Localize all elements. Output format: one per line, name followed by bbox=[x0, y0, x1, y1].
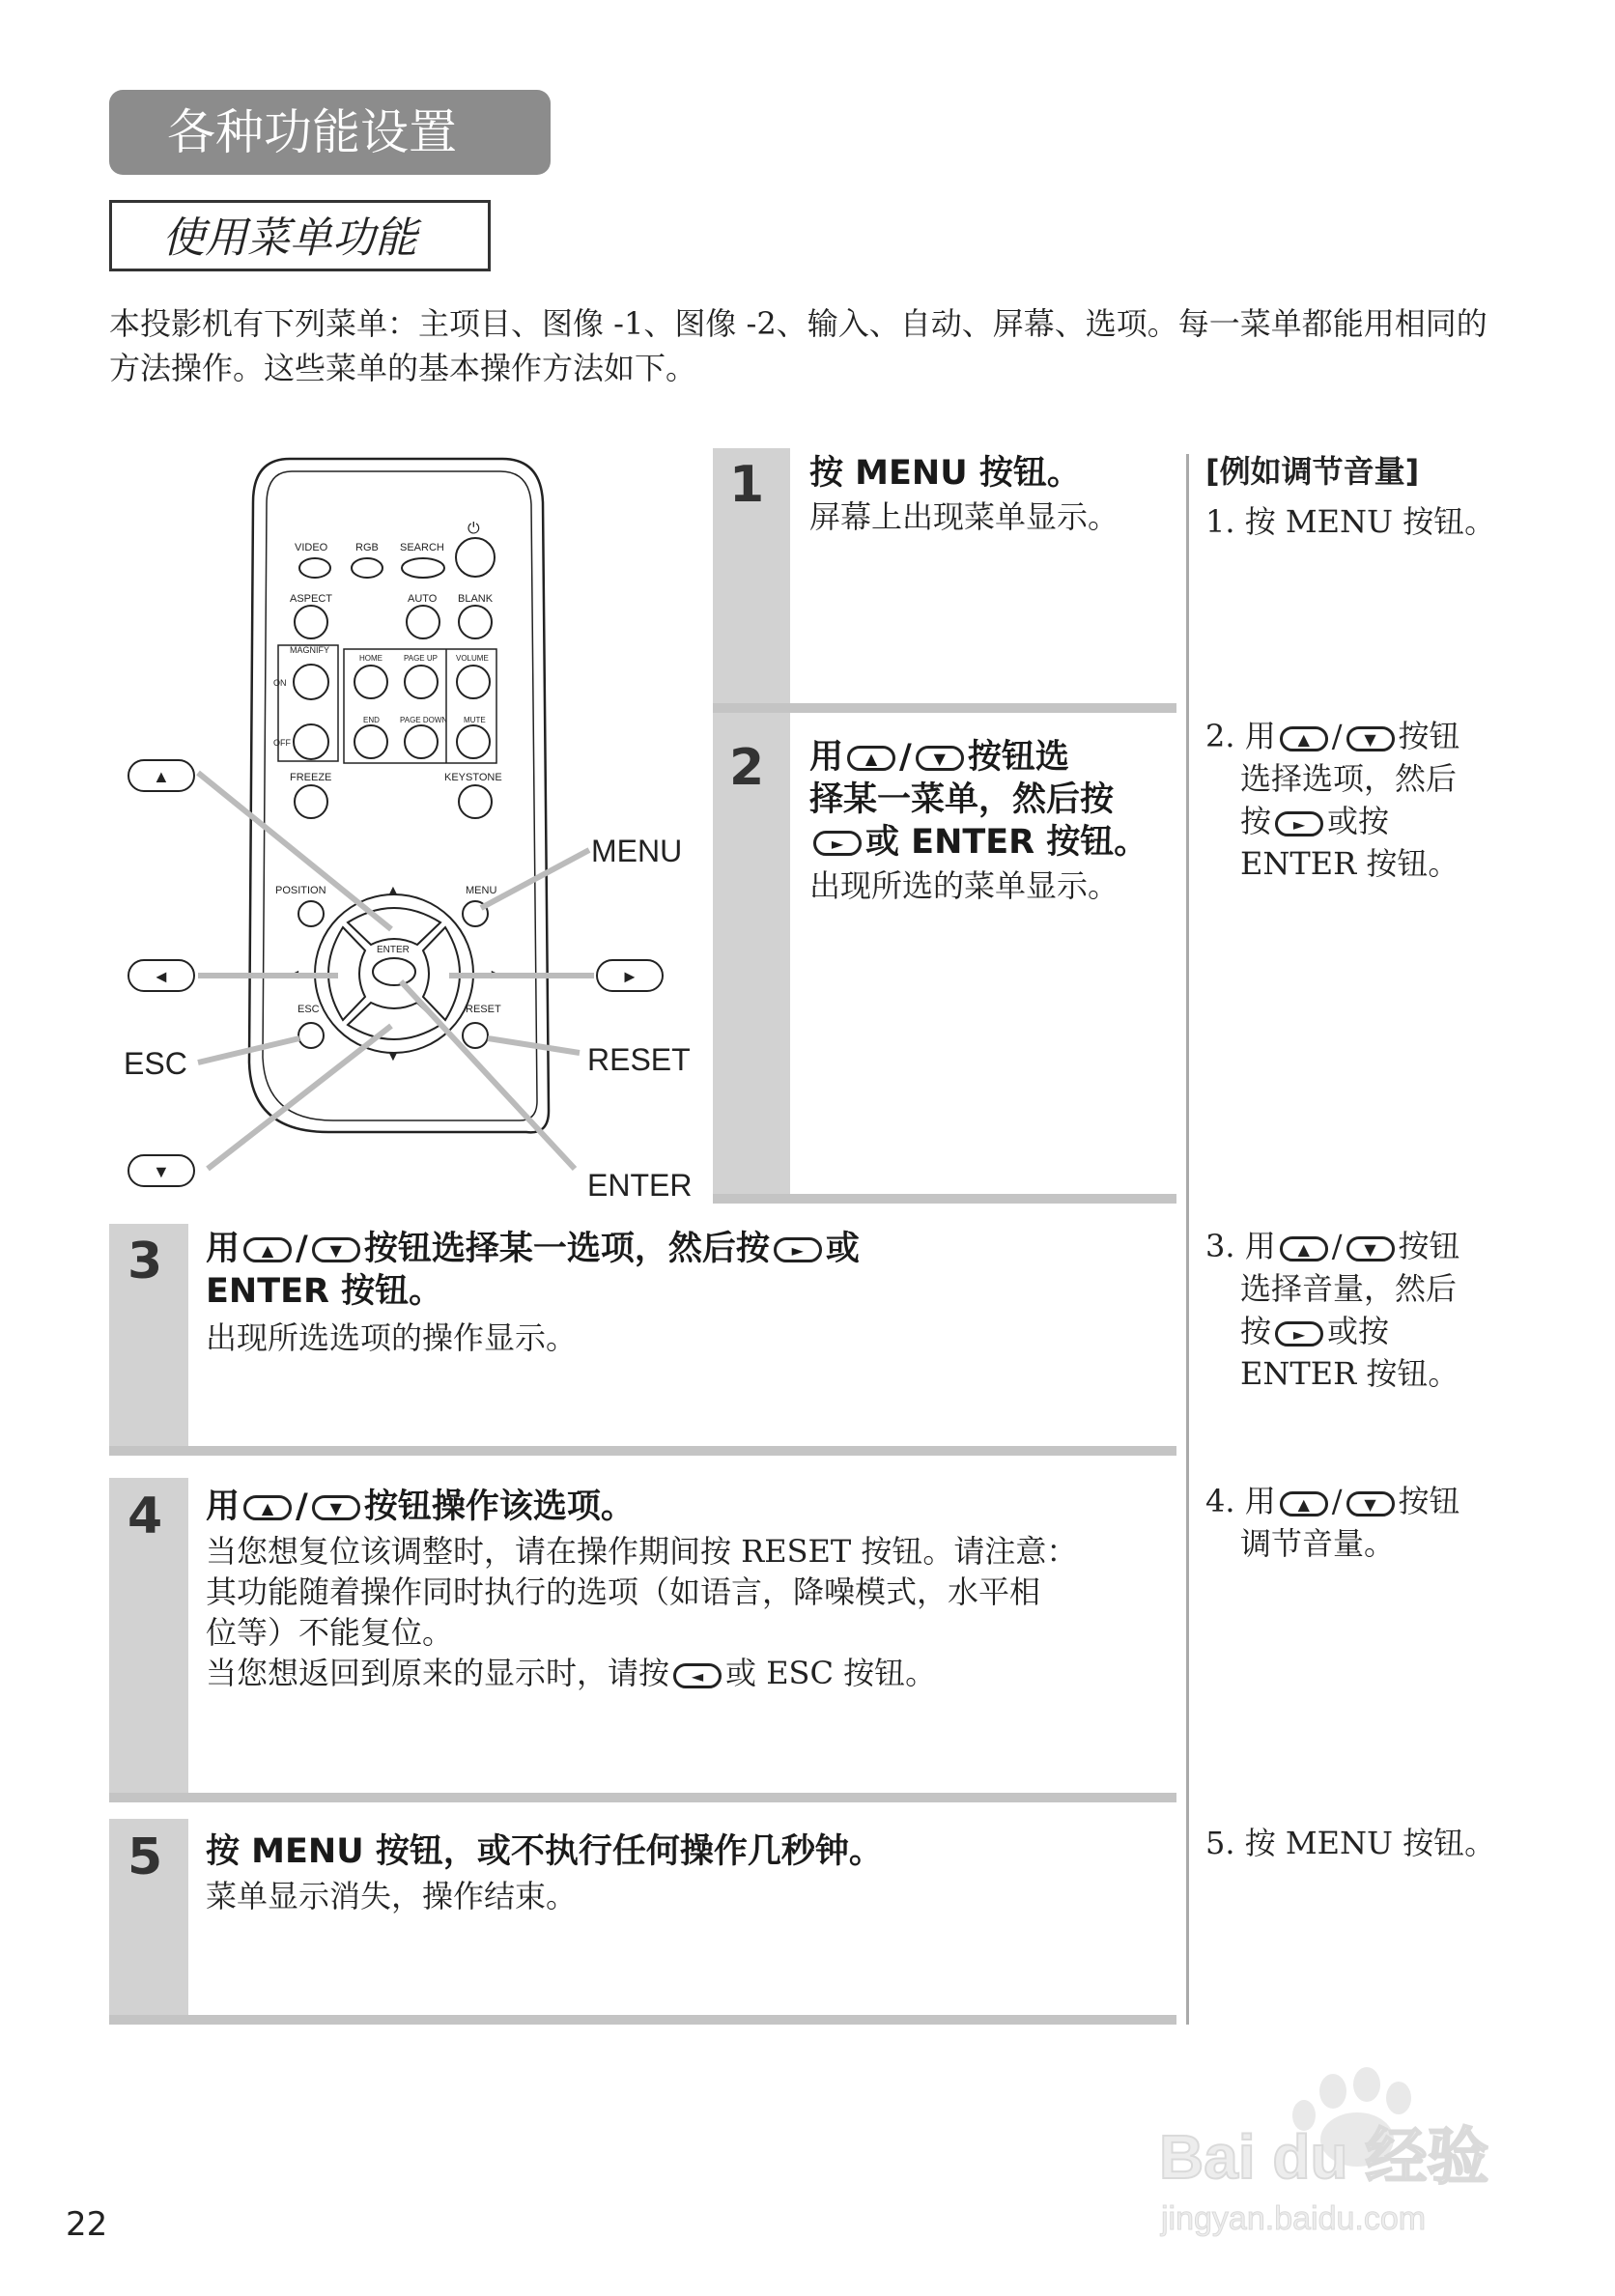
step5-text: 菜单显示消失，操作结束。 bbox=[206, 1878, 578, 1914]
auto-label: AUTO bbox=[408, 593, 438, 605]
step1-bar bbox=[713, 703, 1176, 713]
step2-text: 出现所选的菜单显示。 bbox=[809, 867, 1119, 904]
svg-text:▼: ▼ bbox=[153, 1162, 170, 1181]
step3-text: 出现所选选项的操作显示。 bbox=[206, 1319, 578, 1356]
search-label: SEARCH bbox=[400, 542, 444, 553]
up-icon: ▲ bbox=[1280, 1236, 1328, 1261]
callout-reset: RESET bbox=[587, 1042, 691, 1077]
rgb-button bbox=[352, 558, 382, 578]
step3-bar bbox=[109, 1446, 1176, 1456]
down-icon: ▼ bbox=[312, 1237, 360, 1262]
reset-button bbox=[463, 1023, 488, 1048]
up-icon: ▲ bbox=[243, 1495, 292, 1520]
down-icon: ▼ bbox=[312, 1495, 360, 1520]
svg-text:◄: ◄ bbox=[288, 966, 301, 981]
example-title: [例如调节音量] bbox=[1205, 453, 1420, 490]
page-up-label: PAGE UP bbox=[404, 654, 438, 663]
reset-label: RESET bbox=[466, 1004, 501, 1015]
menu-label: MENU bbox=[466, 885, 497, 896]
svg-text:►: ► bbox=[489, 966, 502, 981]
off-label: OFF bbox=[273, 738, 291, 748]
step2-heading: 用 ▲ / ▼ 按钮选 择某一菜单，然后按 ► 或 ENTER 按钮。 bbox=[809, 738, 1148, 862]
home-label: HOME bbox=[359, 654, 382, 663]
on-label: ON bbox=[273, 678, 287, 688]
volume-button bbox=[457, 666, 490, 698]
video-label: VIDEO bbox=[295, 542, 328, 553]
up-icon: ▲ bbox=[243, 1237, 292, 1262]
enter-label: ENTER bbox=[377, 945, 410, 955]
step4-bar bbox=[109, 1793, 1176, 1802]
step5-number: 5 bbox=[128, 1828, 163, 1886]
baidu-watermark bbox=[1149, 2048, 1555, 2241]
blank-label: BLANK bbox=[458, 593, 494, 605]
page-number: 22 bbox=[66, 2205, 108, 2244]
keystone-button bbox=[459, 785, 492, 818]
magnify-label: MAGNIFY bbox=[290, 645, 330, 655]
mute-label: MUTE bbox=[464, 716, 486, 724]
end-label: END bbox=[363, 716, 380, 724]
down-icon: ▼ bbox=[1346, 726, 1395, 751]
example-step5: 5. 按 MENU 按钮。 bbox=[1205, 1825, 1496, 1861]
aspect-button bbox=[295, 606, 327, 638]
rgb-label: RGB bbox=[355, 542, 379, 553]
example-step4: 4. 用 ▲ / ▼ 按钮 调节音量。 bbox=[1205, 1483, 1460, 1562]
step2-number: 2 bbox=[729, 739, 765, 797]
freeze-label: FREEZE bbox=[290, 772, 332, 783]
watermark-url: jingyan.baidu.com bbox=[1161, 2200, 1427, 2237]
intro-paragraph: 本投影机有下列菜单：主项目、图像 -1、图像 -2、输入、自动、屏幕、选项。每一菜单都能用相同的方法操作。这些菜单的基本操作方法如下。 bbox=[109, 305, 1488, 386]
right-icon: ► bbox=[1275, 811, 1323, 836]
example-step2: 2. 用 ▲ / ▼ 按钮 选择选项，然后 按 ► 或按 ENTER 按钮。 bbox=[1205, 718, 1460, 882]
page-up-button bbox=[405, 666, 438, 698]
power-icon: ⏻ bbox=[468, 521, 480, 537]
step5-heading: 按 MENU 按钮，或不执行任何操作几秒钟。 bbox=[206, 1832, 883, 1871]
side-divider bbox=[1186, 454, 1189, 2025]
callout-enter: ENTER bbox=[587, 1168, 693, 1203]
home-button bbox=[354, 666, 387, 698]
esc-button bbox=[298, 1023, 324, 1048]
freeze-button bbox=[295, 785, 327, 818]
esc-label: ESC bbox=[298, 1004, 320, 1015]
step1-number: 1 bbox=[729, 456, 765, 514]
svg-text:▼: ▼ bbox=[386, 1048, 400, 1063]
example-step3: 3. 用 ▲ / ▼ 按钮 选择音量，然后 按 ► 或按 ENTER 按钮。 bbox=[1205, 1228, 1460, 1392]
down-icon: ▼ bbox=[916, 746, 964, 771]
power-button bbox=[456, 538, 495, 577]
volume-label: VOLUME bbox=[456, 654, 489, 663]
svg-text:▲: ▲ bbox=[153, 767, 170, 786]
right-icon: ► bbox=[774, 1237, 822, 1262]
up-icon: ▲ bbox=[1280, 726, 1328, 751]
page-down-button bbox=[405, 725, 438, 758]
step4-text: 当您想复位该调整时，请在操作期间按 RESET 按钮。请注意： 其功能随着操作同时执行的选项（如语言，降噪模式，水平相 位等）不能复位。 当您想返回到原来的显示时，请按 ◄ 或 ESC 按钮。 bbox=[206, 1533, 1078, 1691]
up-icon: ▲ bbox=[847, 746, 895, 771]
svg-text:◄: ◄ bbox=[153, 967, 170, 986]
enter-button bbox=[373, 958, 415, 985]
step2-bar bbox=[713, 1194, 1176, 1204]
section-title: 各种功能设置 bbox=[109, 90, 551, 175]
aspect-label: ASPECT bbox=[290, 593, 333, 605]
svg-text:▲: ▲ bbox=[386, 882, 400, 897]
example-step1: 1. 按 MENU 按钮。 bbox=[1205, 503, 1496, 540]
sub-title: 使用菜单功能 bbox=[109, 200, 491, 271]
down-icon: ▼ bbox=[1346, 1491, 1395, 1516]
svg-text:►: ► bbox=[621, 967, 638, 986]
steps12-left-strip bbox=[713, 448, 790, 1202]
step3-heading: 用 ▲ / ▼ 按钮选择某一选项，然后按 ► 或 ENTER 按钮。 bbox=[206, 1230, 860, 1311]
position-button bbox=[298, 901, 324, 926]
watermark-brand: Bai du 经验 bbox=[1159, 2122, 1489, 2192]
step3-number: 3 bbox=[128, 1233, 163, 1290]
step4-number: 4 bbox=[128, 1488, 163, 1545]
magnify-on-button bbox=[294, 665, 328, 699]
right-icon: ► bbox=[1275, 1321, 1323, 1346]
step1-text: 屏幕上出现菜单显示。 bbox=[809, 498, 1119, 535]
callout-menu: MENU bbox=[591, 834, 683, 868]
step1-heading: 按 MENU 按钮。 bbox=[809, 454, 1081, 493]
up-icon: ▲ bbox=[1280, 1491, 1328, 1516]
right-icon: ► bbox=[813, 831, 862, 856]
search-button bbox=[402, 558, 444, 578]
keystone-label: KEYSTONE bbox=[444, 772, 502, 783]
auto-button bbox=[407, 606, 439, 638]
left-icon: ◄ bbox=[673, 1663, 722, 1688]
step5-bar bbox=[109, 2015, 1176, 2025]
page-down-label: PAGE DOWN bbox=[400, 716, 448, 724]
video-button bbox=[299, 558, 330, 578]
step4-heading: 用 ▲ / ▼ 按钮操作该选项。 bbox=[206, 1488, 635, 1526]
remote-control-diagram bbox=[106, 439, 715, 1212]
magnify-off-button bbox=[294, 724, 328, 759]
down-icon: ▼ bbox=[1346, 1236, 1395, 1261]
callout-esc: ESC bbox=[124, 1046, 187, 1081]
mute-button bbox=[457, 725, 490, 758]
blank-button bbox=[459, 606, 492, 638]
end-button bbox=[354, 725, 387, 758]
position-label: POSITION bbox=[275, 885, 326, 896]
